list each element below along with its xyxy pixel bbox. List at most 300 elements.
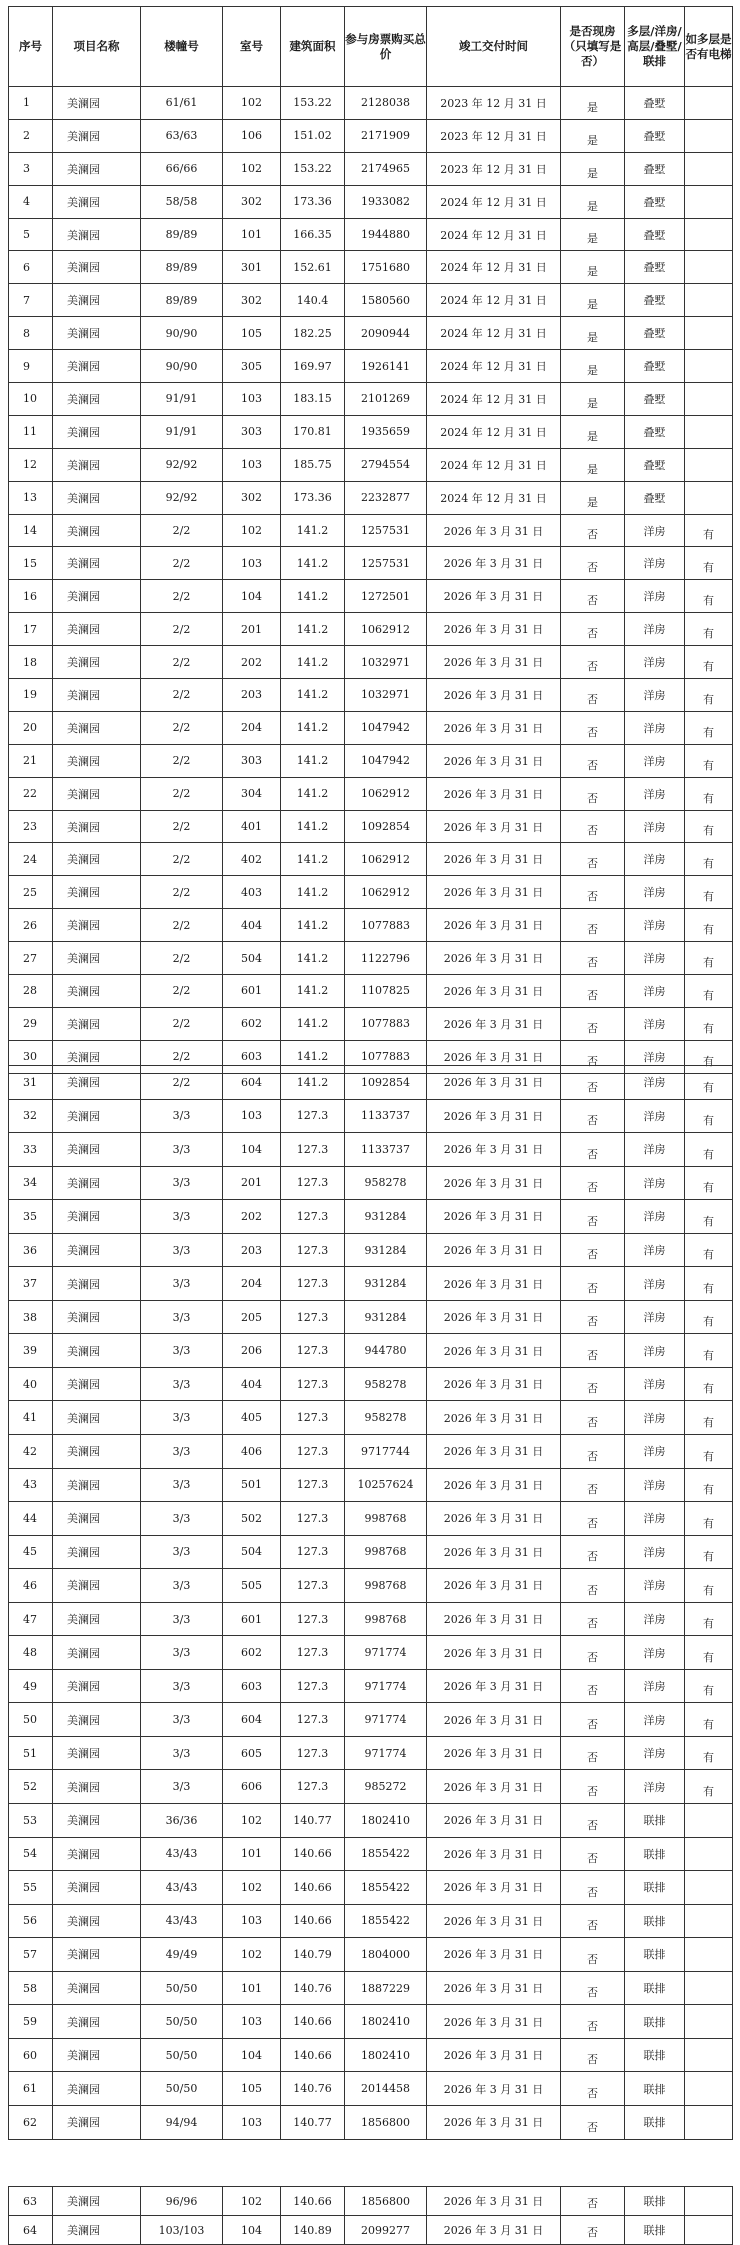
cell-area: 127.3 xyxy=(281,1636,345,1670)
cell-delivery: 2026 年 3 月 31 日 xyxy=(427,1435,561,1469)
cell-room: 101 xyxy=(223,218,281,251)
cell-delivery: 2026 年 3 月 31 日 xyxy=(427,909,561,942)
housing-table-part-1 xyxy=(8,6,733,1074)
cell-building: 3/3 xyxy=(141,1669,223,1703)
cell-area: 141.2 xyxy=(281,646,345,679)
cell-seq: 6 xyxy=(9,251,53,284)
cell-building: 2/2 xyxy=(141,1066,223,1100)
cell-elevator: 有 xyxy=(685,1367,733,1401)
cell-elevator: 有 xyxy=(685,1468,733,1502)
cell-seq: 9 xyxy=(9,350,53,383)
cell-area: 140.77 xyxy=(281,2105,345,2139)
table-row xyxy=(9,218,733,251)
cell-area: 127.3 xyxy=(281,1535,345,1569)
cell-building: 90/90 xyxy=(141,350,223,383)
table-row xyxy=(9,2216,733,2245)
cell-area: 140.76 xyxy=(281,2072,345,2106)
cell-project: 美澜园 xyxy=(53,547,141,580)
cell-area: 127.3 xyxy=(281,1435,345,1469)
cell-delivery: 2026 年 3 月 31 日 xyxy=(427,1871,561,1905)
cell-building: 92/92 xyxy=(141,481,223,514)
cell-ready: 否 xyxy=(561,1334,625,1368)
cell-price: 1032971 xyxy=(345,646,427,679)
cell-price: 2128038 xyxy=(345,87,427,120)
cell-elevator xyxy=(685,87,733,120)
cell-delivery: 2026 年 3 月 31 日 xyxy=(427,1133,561,1167)
cell-room: 501 xyxy=(223,1468,281,1502)
cell-type: 洋房 xyxy=(625,1569,685,1603)
cell-building: 3/3 xyxy=(141,1435,223,1469)
cell-area: 140.66 xyxy=(281,2038,345,2072)
cell-room: 104 xyxy=(223,2216,281,2245)
cell-project: 美澜园 xyxy=(53,2105,141,2139)
cell-building: 2/2 xyxy=(141,646,223,679)
cell-room: 103 xyxy=(223,2105,281,2139)
cell-project: 美澜园 xyxy=(53,1770,141,1804)
cell-room: 604 xyxy=(223,1703,281,1737)
cell-room: 102 xyxy=(223,514,281,547)
cell-ready: 否 xyxy=(561,1602,625,1636)
cell-project: 美澜园 xyxy=(53,1669,141,1703)
table-row xyxy=(9,1569,733,1603)
cell-price: 958278 xyxy=(345,1166,427,1200)
cell-elevator: 有 xyxy=(685,1099,733,1133)
cell-ready: 是 xyxy=(561,251,625,284)
cell-seq: 44 xyxy=(9,1502,53,1536)
cell-type: 洋房 xyxy=(625,1066,685,1100)
cell-type: 联排 xyxy=(625,2072,685,2106)
table-row xyxy=(9,1267,733,1301)
cell-project: 美澜园 xyxy=(53,711,141,744)
cell-area: 141.2 xyxy=(281,843,345,876)
cell-project: 美澜园 xyxy=(53,2187,141,2216)
cell-project: 美澜园 xyxy=(53,317,141,350)
cell-elevator xyxy=(685,1804,733,1838)
cell-area: 141.2 xyxy=(281,1007,345,1040)
cell-seq: 5 xyxy=(9,218,53,251)
cell-delivery: 2026 年 3 月 31 日 xyxy=(427,1636,561,1670)
cell-price: 1107825 xyxy=(345,975,427,1008)
cell-area: 127.3 xyxy=(281,1669,345,1703)
table-row xyxy=(9,646,733,679)
cell-seq: 12 xyxy=(9,448,53,481)
table-row xyxy=(9,251,733,284)
cell-elevator: 有 xyxy=(685,1200,733,1234)
cell-type: 联排 xyxy=(625,1804,685,1838)
cell-project: 美澜园 xyxy=(53,613,141,646)
cell-seq: 51 xyxy=(9,1736,53,1770)
cell-seq: 60 xyxy=(9,2038,53,2072)
cell-project: 美澜园 xyxy=(53,2038,141,2072)
cell-type: 洋房 xyxy=(625,679,685,712)
cell-price: 1856800 xyxy=(345,2105,427,2139)
cell-price: 1077883 xyxy=(345,1007,427,1040)
cell-project: 美澜园 xyxy=(53,1040,141,1073)
cell-elevator: 有 xyxy=(685,942,733,975)
cell-elevator xyxy=(685,2072,733,2106)
cell-ready: 否 xyxy=(561,1904,625,1938)
cell-ready: 否 xyxy=(561,679,625,712)
cell-seq: 23 xyxy=(9,810,53,843)
header-room: 室号 xyxy=(223,7,281,87)
cell-ready: 否 xyxy=(561,1267,625,1301)
cell-elevator xyxy=(685,185,733,218)
cell-elevator: 有 xyxy=(685,1770,733,1804)
cell-elevator: 有 xyxy=(685,1602,733,1636)
table-row xyxy=(9,1535,733,1569)
table-row xyxy=(9,317,733,350)
cell-price: 1047942 xyxy=(345,744,427,777)
cell-project: 美澜园 xyxy=(53,1736,141,1770)
header-project: 项目名称 xyxy=(53,7,141,87)
cell-project: 美澜园 xyxy=(53,1334,141,1368)
cell-area: 127.3 xyxy=(281,1569,345,1603)
cell-building: 2/2 xyxy=(141,777,223,810)
header-seq: 序号 xyxy=(9,7,53,87)
cell-project: 美澜园 xyxy=(53,1569,141,1603)
cell-room: 103 xyxy=(223,448,281,481)
cell-type: 洋房 xyxy=(625,1401,685,1435)
table-row xyxy=(9,1602,733,1636)
cell-elevator xyxy=(685,481,733,514)
cell-seq: 52 xyxy=(9,1770,53,1804)
cell-delivery: 2026 年 3 月 31 日 xyxy=(427,1669,561,1703)
cell-area: 127.3 xyxy=(281,1602,345,1636)
cell-project: 美澜园 xyxy=(53,514,141,547)
table-body xyxy=(9,2187,733,2245)
header-delivery: 竣工交付时间 xyxy=(427,7,561,87)
cell-type: 洋房 xyxy=(625,1040,685,1073)
cell-ready: 否 xyxy=(561,1804,625,1838)
cell-ready: 否 xyxy=(561,1871,625,1905)
cell-type: 叠墅 xyxy=(625,383,685,416)
cell-seq: 49 xyxy=(9,1669,53,1703)
cell-area: 140.66 xyxy=(281,1871,345,1905)
cell-elevator: 有 xyxy=(685,1300,733,1334)
cell-elevator xyxy=(685,1837,733,1871)
cell-elevator: 有 xyxy=(685,1636,733,1670)
cell-ready: 否 xyxy=(561,1971,625,2005)
cell-building: 50/50 xyxy=(141,1971,223,2005)
cell-area: 140.66 xyxy=(281,1837,345,1871)
cell-price: 998768 xyxy=(345,1502,427,1536)
cell-elevator: 有 xyxy=(685,744,733,777)
cell-building: 3/3 xyxy=(141,1367,223,1401)
cell-ready: 否 xyxy=(561,2038,625,2072)
cell-ready: 否 xyxy=(561,1233,625,1267)
cell-type: 洋房 xyxy=(625,909,685,942)
cell-room: 105 xyxy=(223,317,281,350)
cell-delivery: 2026 年 3 月 31 日 xyxy=(427,2072,561,2106)
cell-seq: 7 xyxy=(9,284,53,317)
cell-room: 103 xyxy=(223,383,281,416)
cell-ready: 否 xyxy=(561,1133,625,1167)
cell-project: 美澜园 xyxy=(53,1971,141,2005)
cell-project: 美澜园 xyxy=(53,646,141,679)
cell-type: 联排 xyxy=(625,1904,685,1938)
cell-delivery: 2026 年 3 月 31 日 xyxy=(427,1904,561,1938)
table-row xyxy=(9,2072,733,2106)
cell-elevator: 有 xyxy=(685,1736,733,1770)
cell-ready: 否 xyxy=(561,1502,625,1536)
cell-ready: 否 xyxy=(561,2105,625,2139)
cell-building: 43/43 xyxy=(141,1837,223,1871)
cell-type: 叠墅 xyxy=(625,251,685,284)
cell-seq: 57 xyxy=(9,1938,53,1972)
cell-room: 103 xyxy=(223,1099,281,1133)
cell-project: 美澜园 xyxy=(53,87,141,120)
cell-building: 2/2 xyxy=(141,942,223,975)
table-row xyxy=(9,580,733,613)
cell-delivery: 2026 年 3 月 31 日 xyxy=(427,1971,561,2005)
cell-area: 141.2 xyxy=(281,711,345,744)
cell-area: 127.3 xyxy=(281,1334,345,1368)
cell-type: 洋房 xyxy=(625,1007,685,1040)
cell-room: 103 xyxy=(223,1904,281,1938)
cell-room: 404 xyxy=(223,909,281,942)
cell-elevator: 有 xyxy=(685,679,733,712)
cell-room: 606 xyxy=(223,1770,281,1804)
cell-type: 叠墅 xyxy=(625,350,685,383)
cell-seq: 1 xyxy=(9,87,53,120)
cell-building: 61/61 xyxy=(141,87,223,120)
cell-ready: 否 xyxy=(561,613,625,646)
cell-delivery: 2026 年 3 月 31 日 xyxy=(427,2216,561,2245)
table-row xyxy=(9,152,733,185)
cell-ready: 否 xyxy=(561,777,625,810)
cell-building: 91/91 xyxy=(141,415,223,448)
cell-area: 127.3 xyxy=(281,1770,345,1804)
cell-area: 140.76 xyxy=(281,1971,345,2005)
cell-project: 美澜园 xyxy=(53,1401,141,1435)
cell-type: 联排 xyxy=(625,2187,685,2216)
cell-room: 104 xyxy=(223,2038,281,2072)
cell-ready: 否 xyxy=(561,1040,625,1073)
cell-elevator xyxy=(685,2105,733,2139)
cell-seq: 22 xyxy=(9,777,53,810)
cell-seq: 56 xyxy=(9,1904,53,1938)
cell-delivery: 2026 年 3 月 31 日 xyxy=(427,679,561,712)
cell-seq: 18 xyxy=(9,646,53,679)
cell-room: 201 xyxy=(223,1166,281,1200)
cell-seq: 43 xyxy=(9,1468,53,1502)
cell-ready: 否 xyxy=(561,1099,625,1133)
cell-delivery: 2026 年 3 月 31 日 xyxy=(427,1267,561,1301)
cell-delivery: 2026 年 3 月 31 日 xyxy=(427,1334,561,1368)
cell-type: 叠墅 xyxy=(625,152,685,185)
cell-room: 303 xyxy=(223,415,281,448)
cell-seq: 21 xyxy=(9,744,53,777)
cell-project: 美澜园 xyxy=(53,843,141,876)
cell-project: 美澜园 xyxy=(53,284,141,317)
table-row xyxy=(9,810,733,843)
cell-type: 联排 xyxy=(625,1871,685,1905)
cell-building: 103/103 xyxy=(141,2216,223,2245)
cell-area: 141.2 xyxy=(281,1066,345,1100)
cell-elevator xyxy=(685,284,733,317)
cell-type: 联排 xyxy=(625,1938,685,1972)
table-row xyxy=(9,909,733,942)
cell-elevator: 有 xyxy=(685,613,733,646)
cell-price: 2090944 xyxy=(345,317,427,350)
table-row xyxy=(9,1233,733,1267)
cell-room: 105 xyxy=(223,2072,281,2106)
cell-project: 美澜园 xyxy=(53,1300,141,1334)
cell-room: 202 xyxy=(223,1200,281,1234)
cell-project: 美澜园 xyxy=(53,1535,141,1569)
cell-price: 9717744 xyxy=(345,1435,427,1469)
cell-building: 90/90 xyxy=(141,317,223,350)
cell-area: 127.3 xyxy=(281,1367,345,1401)
cell-price: 1062912 xyxy=(345,843,427,876)
table-row xyxy=(9,876,733,909)
cell-delivery: 2026 年 3 月 31 日 xyxy=(427,777,561,810)
cell-area: 141.2 xyxy=(281,613,345,646)
cell-project: 美澜园 xyxy=(53,1502,141,1536)
cell-area: 141.2 xyxy=(281,514,345,547)
cell-building: 3/3 xyxy=(141,1166,223,1200)
cell-project: 美澜园 xyxy=(53,1267,141,1301)
cell-room: 605 xyxy=(223,1736,281,1770)
table-row xyxy=(9,613,733,646)
header-elevator: 如多层是否有电梯 xyxy=(685,7,733,87)
cell-type: 洋房 xyxy=(625,1770,685,1804)
cell-area: 127.3 xyxy=(281,1703,345,1737)
table-row xyxy=(9,942,733,975)
cell-seq: 24 xyxy=(9,843,53,876)
cell-project: 美澜园 xyxy=(53,1233,141,1267)
cell-ready: 是 xyxy=(561,284,625,317)
cell-seq: 20 xyxy=(9,711,53,744)
cell-area: 140.66 xyxy=(281,1904,345,1938)
cell-seq: 46 xyxy=(9,1569,53,1603)
cell-price: 1856800 xyxy=(345,2187,427,2216)
cell-elevator xyxy=(685,251,733,284)
cell-area: 127.3 xyxy=(281,1233,345,1267)
cell-building: 3/3 xyxy=(141,1468,223,1502)
cell-elevator: 有 xyxy=(685,1066,733,1100)
cell-elevator xyxy=(685,350,733,383)
cell-price: 1935659 xyxy=(345,415,427,448)
cell-price: 1802410 xyxy=(345,1804,427,1838)
cell-ready: 否 xyxy=(561,942,625,975)
cell-project: 美澜园 xyxy=(53,1871,141,1905)
cell-elevator: 有 xyxy=(685,810,733,843)
cell-delivery: 2026 年 3 月 31 日 xyxy=(427,1938,561,1972)
cell-ready: 是 xyxy=(561,218,625,251)
cell-ready: 否 xyxy=(561,909,625,942)
cell-delivery: 2023 年 12 月 31 日 xyxy=(427,87,561,120)
cell-delivery: 2024 年 12 月 31 日 xyxy=(427,218,561,251)
cell-elevator: 有 xyxy=(685,975,733,1008)
cell-project: 美澜园 xyxy=(53,448,141,481)
cell-building: 2/2 xyxy=(141,744,223,777)
cell-type: 联排 xyxy=(625,2005,685,2039)
cell-area: 140.89 xyxy=(281,2216,345,2245)
table-row xyxy=(9,1367,733,1401)
cell-type: 洋房 xyxy=(625,843,685,876)
cell-price: 2171909 xyxy=(345,119,427,152)
cell-seq: 10 xyxy=(9,383,53,416)
cell-elevator xyxy=(685,119,733,152)
cell-price: 958278 xyxy=(345,1367,427,1401)
cell-project: 美澜园 xyxy=(53,350,141,383)
cell-price: 2099277 xyxy=(345,2216,427,2245)
cell-delivery: 2026 年 3 月 31 日 xyxy=(427,744,561,777)
cell-delivery: 2026 年 3 月 31 日 xyxy=(427,876,561,909)
cell-room: 302 xyxy=(223,185,281,218)
cell-type: 洋房 xyxy=(625,1099,685,1133)
cell-room: 402 xyxy=(223,843,281,876)
table-row xyxy=(9,1736,733,1770)
cell-delivery: 2026 年 3 月 31 日 xyxy=(427,2105,561,2139)
cell-seq: 61 xyxy=(9,2072,53,2106)
cell-price: 1092854 xyxy=(345,810,427,843)
cell-delivery: 2026 年 3 月 31 日 xyxy=(427,613,561,646)
cell-ready: 否 xyxy=(561,1435,625,1469)
cell-ready: 否 xyxy=(561,1300,625,1334)
cell-elevator: 有 xyxy=(685,1233,733,1267)
cell-project: 美澜园 xyxy=(53,1804,141,1838)
cell-room: 504 xyxy=(223,1535,281,1569)
table-header-row xyxy=(9,7,733,87)
cell-area: 141.2 xyxy=(281,810,345,843)
cell-seq: 19 xyxy=(9,679,53,712)
cell-type: 叠墅 xyxy=(625,415,685,448)
cell-elevator: 有 xyxy=(685,777,733,810)
cell-ready: 否 xyxy=(561,1468,625,1502)
cell-elevator xyxy=(685,218,733,251)
cell-project: 美澜园 xyxy=(53,2072,141,2106)
cell-room: 303 xyxy=(223,744,281,777)
housing-table-part-2 xyxy=(8,1065,733,2140)
cell-room: 603 xyxy=(223,1669,281,1703)
cell-type: 洋房 xyxy=(625,942,685,975)
cell-room: 601 xyxy=(223,1602,281,1636)
cell-delivery: 2024 年 12 月 31 日 xyxy=(427,383,561,416)
cell-building: 3/3 xyxy=(141,1502,223,1536)
cell-area: 127.3 xyxy=(281,1468,345,1502)
cell-elevator: 有 xyxy=(685,1166,733,1200)
cell-area: 173.36 xyxy=(281,481,345,514)
cell-project: 美澜园 xyxy=(53,481,141,514)
cell-price: 1047942 xyxy=(345,711,427,744)
cell-elevator: 有 xyxy=(685,1502,733,1536)
cell-elevator: 有 xyxy=(685,1007,733,1040)
cell-price: 1855422 xyxy=(345,1871,427,1905)
cell-room: 102 xyxy=(223,1938,281,1972)
cell-room: 405 xyxy=(223,1401,281,1435)
table-row xyxy=(9,1166,733,1200)
cell-delivery: 2026 年 3 月 31 日 xyxy=(427,1099,561,1133)
cell-seq: 35 xyxy=(9,1200,53,1234)
cell-price: 971774 xyxy=(345,1669,427,1703)
cell-building: 2/2 xyxy=(141,975,223,1008)
cell-elevator: 有 xyxy=(685,1669,733,1703)
cell-area: 151.02 xyxy=(281,119,345,152)
cell-room: 602 xyxy=(223,1636,281,1670)
cell-price: 1133737 xyxy=(345,1133,427,1167)
cell-ready: 是 xyxy=(561,448,625,481)
cell-delivery: 2024 年 12 月 31 日 xyxy=(427,415,561,448)
cell-project: 美澜园 xyxy=(53,1904,141,1938)
cell-room: 603 xyxy=(223,1040,281,1073)
cell-ready: 否 xyxy=(561,547,625,580)
cell-room: 601 xyxy=(223,975,281,1008)
cell-project: 美澜园 xyxy=(53,1837,141,1871)
header-ready: 是否现房（只填写是否） xyxy=(561,7,625,87)
cell-ready: 否 xyxy=(561,514,625,547)
